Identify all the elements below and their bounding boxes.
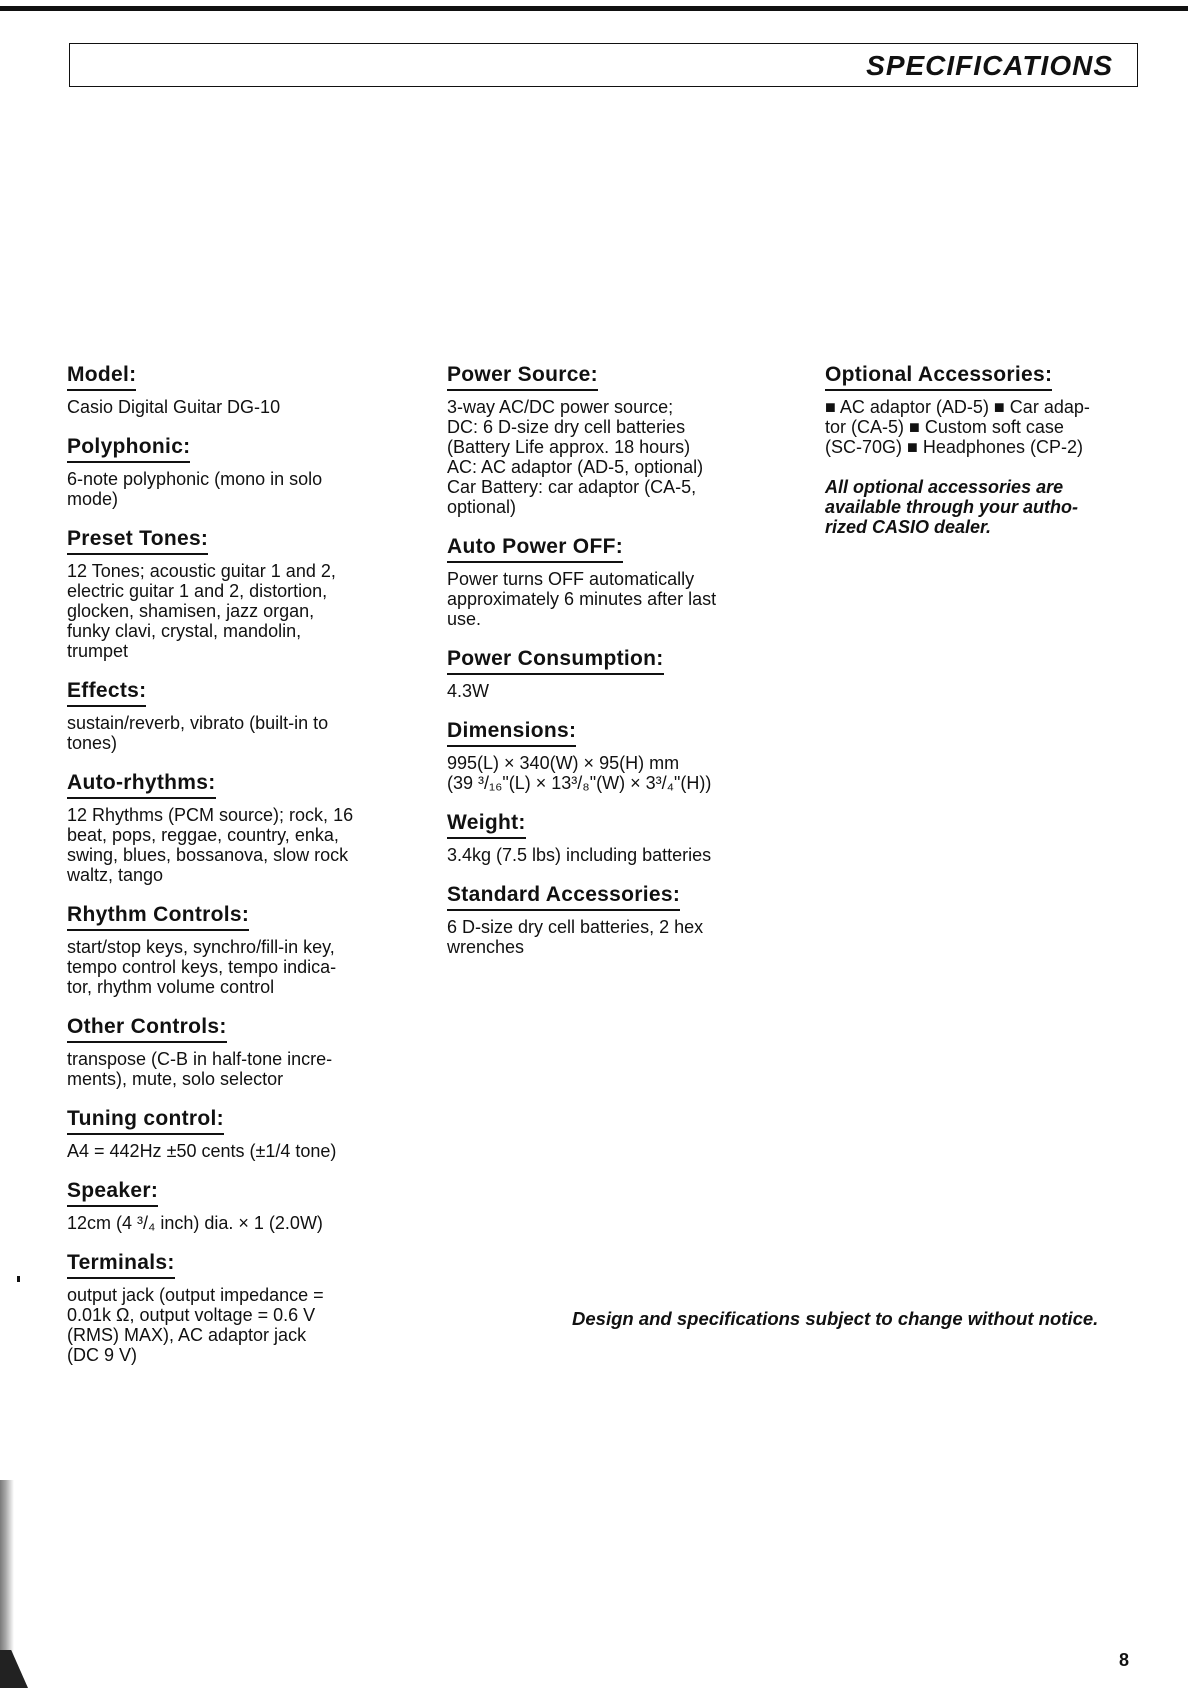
spec-heading: Optional Accessories: <box>825 362 1052 391</box>
spec-rhythm-controls <box>67 902 397 997</box>
accessories-note: All optional accessories are available through your autho- rized CASIO dealer. <box>825 477 1079 537</box>
spec-body: 3-way AC/DC power source; DC: 6 D-size dry cell batteries (Battery Life approx. 18 hours) AC: AC adaptor (AD-5, optional) Car Battery: car adaptor (CA-5, optional) <box>447 397 704 517</box>
spec-power-consumption <box>447 646 777 701</box>
middle-column <box>447 362 777 974</box>
spec-body: ■ AC adaptor (AD-5) ■ Car adap- tor (CA-5) ■ Custom soft case (SC-70G) ■ Headphones (CP-2) <box>825 397 1090 457</box>
spec-weight <box>447 810 777 865</box>
spec-heading: Weight: <box>447 810 526 839</box>
left-column <box>67 362 397 1382</box>
spec-heading: Other Controls: <box>67 1014 227 1043</box>
spec-body: 6-note polyphonic (mono in solo mode) <box>67 469 323 509</box>
title-box <box>69 43 1138 87</box>
spec-optional-accessories <box>825 362 1125 537</box>
spec-heading: Terminals: <box>67 1250 175 1279</box>
spec-tuning-control <box>67 1106 397 1161</box>
spec-body: transpose (C-B in half-tone incre- ments), mute, solo selector <box>67 1049 333 1089</box>
right-column <box>825 362 1125 554</box>
spec-heading: Power Consumption: <box>447 646 664 675</box>
spec-heading: Effects: <box>67 678 146 707</box>
spec-heading: Polyphonic: <box>67 434 190 463</box>
spec-other-controls <box>67 1014 397 1089</box>
spec-heading: Auto Power OFF: <box>447 534 623 563</box>
spec-body: Casio Digital Guitar DG-10 <box>67 397 281 417</box>
spec-heading: Speaker: <box>67 1178 158 1207</box>
spec-heading: Model: <box>67 362 136 391</box>
spec-body: 4.3W <box>447 681 490 701</box>
spec-heading: Tuning control: <box>67 1106 224 1135</box>
spec-body: 995(L) × 340(W) × 95(H) mm (39 ³/₁₆"(L) × 13³/₈"(W) × 3³/₄"(H)) <box>447 753 712 793</box>
scan-corner-shadow <box>0 1650 28 1688</box>
spec-speaker <box>67 1178 397 1233</box>
top-rule <box>0 6 1188 11</box>
scan-mark <box>17 1276 20 1282</box>
spec-body: 6 D-size dry cell batteries, 2 hex wrenches <box>447 917 704 957</box>
spec-auto-power-off <box>447 534 777 629</box>
spec-body: output jack (output impedance = 0.01k Ω, output voltage = 0.6 V (RMS) MAX), AC adaptor jack (DC 9 V) <box>67 1285 324 1365</box>
spec-auto-rhythms <box>67 770 397 885</box>
spec-preset-tones <box>67 526 397 661</box>
spec-body: 3.4kg (7.5 lbs) including batteries <box>447 845 712 865</box>
spec-heading: Power Source: <box>447 362 598 391</box>
spec-polyphonic <box>67 434 397 509</box>
spec-heading: Rhythm Controls: <box>67 902 249 931</box>
spec-body: Power turns OFF automatically approximately 6 minutes after last use. <box>447 569 717 629</box>
spec-heading: Standard Accessories: <box>447 882 680 911</box>
page-title: SPECIFICATIONS <box>866 50 1113 81</box>
spec-effects <box>67 678 397 753</box>
spec-heading: Auto-rhythms: <box>67 770 216 799</box>
spec-body: 12 Tones; acoustic guitar 1 and 2, electric guitar 1 and 2, distortion, glocken, shamisen, jazz organ, funky clavi, crystal, mandolin, trumpet <box>67 561 336 661</box>
spec-model <box>67 362 397 417</box>
spec-heading: Preset Tones: <box>67 526 208 555</box>
spec-standard-accessories <box>447 882 777 957</box>
spec-body: start/stop keys, synchro/fill-in key, tempo control keys, tempo indica- tor, rhythm volume control <box>67 937 337 997</box>
spec-terminals <box>67 1250 397 1365</box>
spec-heading: Dimensions: <box>447 718 576 747</box>
change-notice: Design and specifications subject to change without notice. <box>572 1308 1099 1329</box>
spec-dimensions <box>447 718 777 793</box>
page-number: 8 <box>1118 1650 1129 1670</box>
spec-body: 12cm (4 ³/₄ inch) dia. × 1 (2.0W) <box>67 1213 323 1233</box>
spec-body: sustain/reverb, vibrato (built-in to tones) <box>67 713 329 753</box>
spec-power-source <box>447 362 777 517</box>
spec-body: 12 Rhythms (PCM source); rock, 16 beat, pops, reggae, country, enka, swing, blues, bossanova, slow rock waltz, tango <box>67 805 354 885</box>
spec-body: A4 = 442Hz ±50 cents (±1/4 tone) <box>67 1141 337 1161</box>
